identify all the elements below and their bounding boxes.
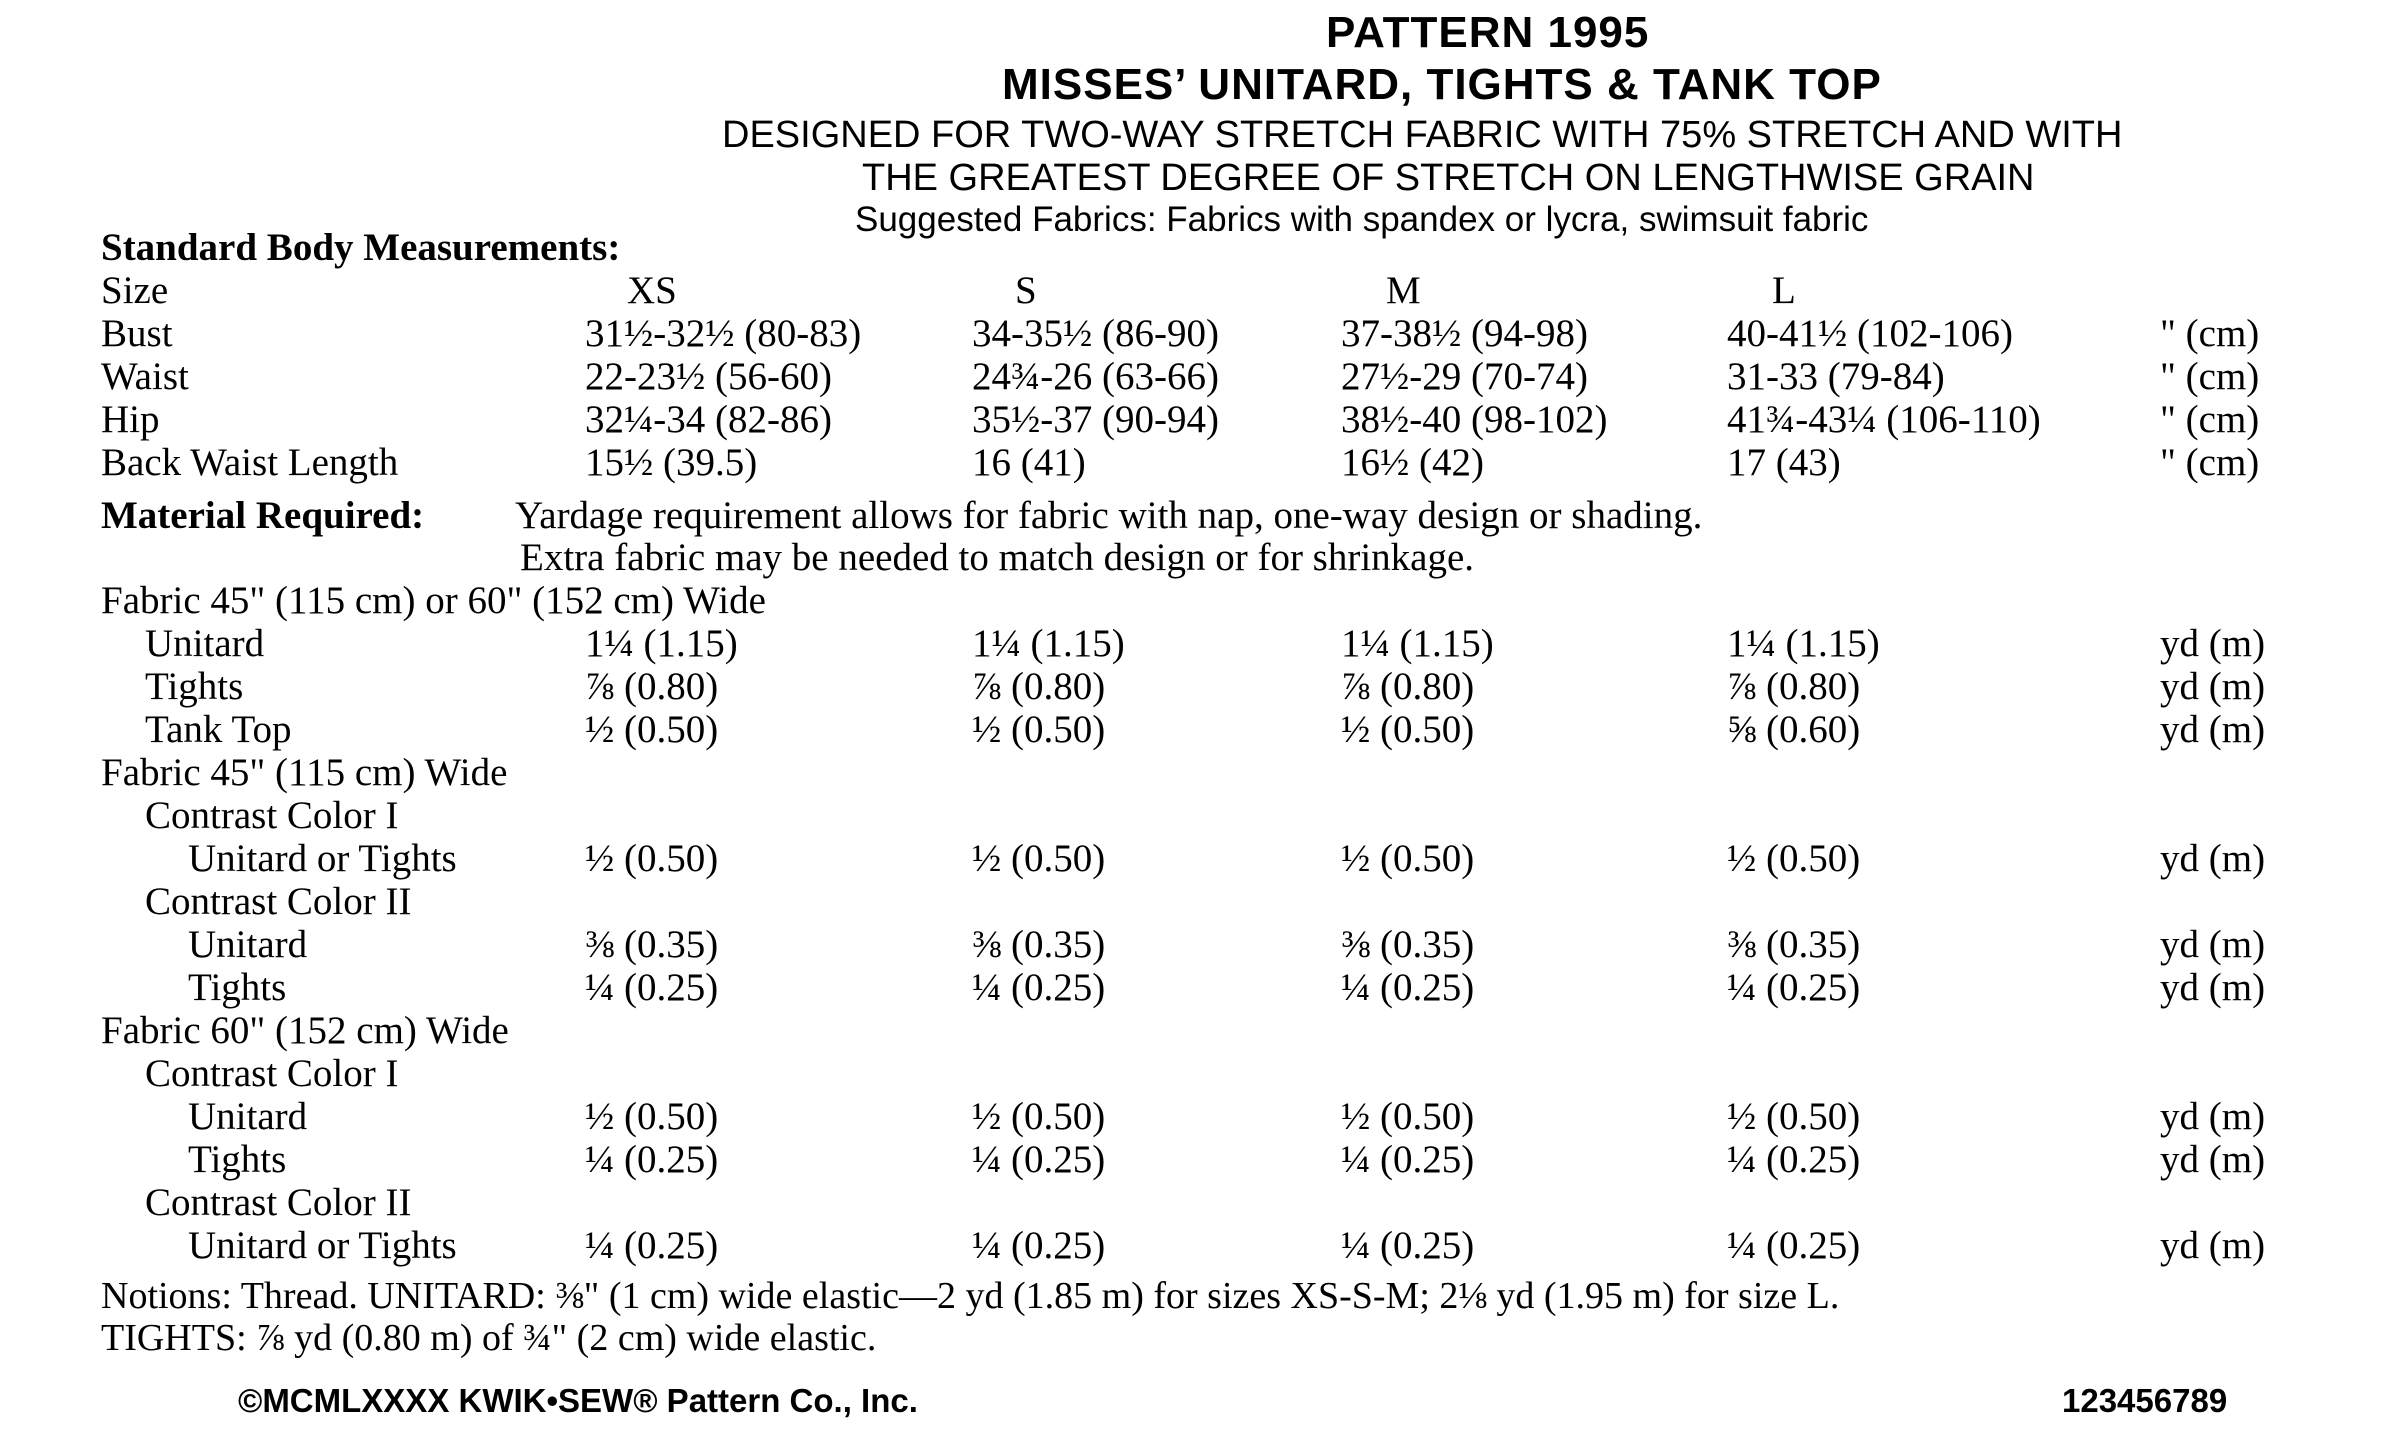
value-xs: 22-23½ (56-60) bbox=[585, 355, 832, 398]
fabric-45-contrast-2-heading: Contrast Color II bbox=[145, 880, 412, 923]
unit: yd (m) bbox=[2160, 1224, 2266, 1267]
value-m: ½ (0.50) bbox=[1341, 1095, 1475, 1138]
row-label: Tights bbox=[145, 665, 244, 708]
row-label: Tank Top bbox=[145, 708, 292, 751]
row-label: Waist bbox=[101, 355, 189, 398]
yardage-row-tights bbox=[0, 965, 2392, 1007]
value-l: ⅜ (0.35) bbox=[1727, 923, 1861, 966]
size-header-row bbox=[0, 268, 2392, 310]
row-label: Tights bbox=[188, 966, 287, 1009]
pattern-number: PATTERN 1995 bbox=[1326, 8, 1650, 57]
pattern-title: MISSES’ UNITARD, TIGHTS & TANK TOP bbox=[1002, 60, 1882, 109]
size-label: Size bbox=[101, 269, 169, 312]
value-s: 24¾-26 (63-66) bbox=[972, 355, 1219, 398]
size-m: M bbox=[1386, 269, 1421, 312]
value-l: ½ (0.50) bbox=[1727, 1095, 1861, 1138]
unit: yd (m) bbox=[2160, 837, 2266, 880]
row-label: Unitard bbox=[188, 923, 308, 966]
suggested-fabrics: Suggested Fabrics: Fabrics with spandex or lycra, swimsuit fabric bbox=[855, 200, 1869, 239]
unit: yd (m) bbox=[2160, 1095, 2266, 1138]
body-measurements-heading: Standard Body Measurements: bbox=[101, 226, 621, 269]
value-xs: 15½ (39.5) bbox=[585, 441, 758, 484]
measurement-row-waist bbox=[0, 354, 2392, 396]
value-m: ⅜ (0.35) bbox=[1341, 923, 1475, 966]
yardage-row-unitard bbox=[0, 621, 2392, 663]
value-m: ½ (0.50) bbox=[1341, 708, 1475, 751]
value-l: 40-41½ (102-106) bbox=[1727, 312, 2013, 355]
yardage-row-unitard-or-tights bbox=[0, 836, 2392, 878]
value-s: ½ (0.50) bbox=[972, 837, 1106, 880]
measurement-row-bust bbox=[0, 311, 2392, 353]
row-label: Unitard or Tights bbox=[188, 1224, 457, 1267]
value-m: ¼ (0.25) bbox=[1341, 1138, 1475, 1181]
value-m: 16½ (42) bbox=[1341, 441, 1484, 484]
unit: " (cm) bbox=[2160, 398, 2260, 441]
fabric-45-60-heading: Fabric 45" (115 cm) or 60" (152 cm) Wide bbox=[101, 579, 766, 622]
value-l: ¼ (0.25) bbox=[1727, 1224, 1861, 1267]
row-label: Tights bbox=[188, 1138, 287, 1181]
fabric-60-heading: Fabric 60" (152 cm) Wide bbox=[101, 1009, 509, 1052]
value-m: 27½-29 (70-74) bbox=[1341, 355, 1588, 398]
value-xs: ⅜ (0.35) bbox=[585, 923, 719, 966]
row-label: Unitard or Tights bbox=[188, 837, 457, 880]
row-label: Back Waist Length bbox=[101, 441, 399, 484]
unit: yd (m) bbox=[2160, 665, 2266, 708]
row-label: Bust bbox=[101, 312, 173, 355]
value-s: ¼ (0.25) bbox=[972, 1138, 1106, 1181]
yardage-row-tank-top bbox=[0, 707, 2392, 749]
value-m: ½ (0.50) bbox=[1341, 837, 1475, 880]
value-l: ½ (0.50) bbox=[1727, 837, 1861, 880]
value-m: 1¼ (1.15) bbox=[1341, 622, 1494, 665]
size-l: L bbox=[1772, 269, 1796, 312]
value-l: 31-33 (79-84) bbox=[1727, 355, 1945, 398]
value-s: 1¼ (1.15) bbox=[972, 622, 1125, 665]
value-xs: ½ (0.50) bbox=[585, 708, 719, 751]
value-s: ¼ (0.25) bbox=[972, 1224, 1106, 1267]
material-required-heading: Material Required: bbox=[101, 494, 425, 537]
size-xs: XS bbox=[627, 269, 677, 312]
material-note-line-1: Yardage requirement allows for fabric with nap, one-way design or shading. bbox=[515, 494, 1703, 537]
value-l: 1¼ (1.15) bbox=[1727, 622, 1880, 665]
value-s: ½ (0.50) bbox=[972, 1095, 1106, 1138]
fabric-60-contrast-2-heading: Contrast Color II bbox=[145, 1181, 412, 1224]
unit: " (cm) bbox=[2160, 441, 2260, 484]
value-s: ½ (0.50) bbox=[972, 708, 1106, 751]
value-xs: ¼ (0.25) bbox=[585, 1224, 719, 1267]
value-m: ¼ (0.25) bbox=[1341, 966, 1475, 1009]
row-label: Unitard bbox=[188, 1095, 308, 1138]
row-label: Unitard bbox=[145, 622, 265, 665]
measurement-row-back-waist-length bbox=[0, 440, 2392, 482]
notions-line-1: Notions: Thread. UNITARD: ⅜" (1 cm) wide elastic—2 yd (1.85 m) for sizes XS-S-M; 2⅛ yd (1.95 m) for size L. bbox=[101, 1275, 1840, 1317]
yardage-row-tights bbox=[0, 1137, 2392, 1179]
value-xs: 31½-32½ (80-83) bbox=[585, 312, 862, 355]
measurement-row-hip bbox=[0, 397, 2392, 439]
fabric-45-contrast-1-heading: Contrast Color I bbox=[145, 794, 399, 837]
copyright-notice: ©MCMLXXXX KWIK•SEW® Pattern Co., Inc. bbox=[238, 1382, 918, 1419]
unit: yd (m) bbox=[2160, 1138, 2266, 1181]
value-l: ¼ (0.25) bbox=[1727, 1138, 1861, 1181]
value-xs: ½ (0.50) bbox=[585, 1095, 719, 1138]
unit: yd (m) bbox=[2160, 966, 2266, 1009]
value-l: ¼ (0.25) bbox=[1727, 966, 1861, 1009]
value-l: 17 (43) bbox=[1727, 441, 1841, 484]
fabric-60-contrast-1-heading: Contrast Color I bbox=[145, 1052, 399, 1095]
value-l: ⅞ (0.80) bbox=[1727, 665, 1861, 708]
value-l: 41¾-43¼ (106-110) bbox=[1727, 398, 2041, 441]
yardage-row-unitard bbox=[0, 1094, 2392, 1136]
notions-line-2: TIGHTS: ⅞ yd (0.80 m) of ¾" (2 cm) wide elastic. bbox=[101, 1317, 877, 1359]
value-s: 34-35½ (86-90) bbox=[972, 312, 1219, 355]
value-m: ¼ (0.25) bbox=[1341, 1224, 1475, 1267]
value-xs: ⅞ (0.80) bbox=[585, 665, 719, 708]
unit: yd (m) bbox=[2160, 622, 2266, 665]
value-s: ¼ (0.25) bbox=[972, 966, 1106, 1009]
value-xs: ¼ (0.25) bbox=[585, 1138, 719, 1181]
value-xs: ½ (0.50) bbox=[585, 837, 719, 880]
unit: yd (m) bbox=[2160, 708, 2266, 751]
material-note-line-2: Extra fabric may be needed to match design or for shrinkage. bbox=[520, 536, 1475, 579]
size-s: S bbox=[1015, 269, 1037, 312]
value-xs: 32¼-34 (82-86) bbox=[585, 398, 832, 441]
value-s: ⅜ (0.35) bbox=[972, 923, 1106, 966]
unit: " (cm) bbox=[2160, 355, 2260, 398]
value-xs: 1¼ (1.15) bbox=[585, 622, 738, 665]
value-m: 38½-40 (98-102) bbox=[1341, 398, 1608, 441]
yardage-row-unitard-or-tights bbox=[0, 1223, 2392, 1265]
unit: yd (m) bbox=[2160, 923, 2266, 966]
row-label: Hip bbox=[101, 398, 160, 441]
yardage-row-unitard bbox=[0, 922, 2392, 964]
yardage-row-tights bbox=[0, 664, 2392, 706]
value-s: 16 (41) bbox=[972, 441, 1086, 484]
value-l: ⅝ (0.60) bbox=[1727, 708, 1861, 751]
design-note-line-1: DESIGNED FOR TWO-WAY STRETCH FABRIC WITH 75% STRETCH AND WITH bbox=[722, 114, 2123, 156]
value-m: 37-38½ (94-98) bbox=[1341, 312, 1588, 355]
value-s: 35½-37 (90-94) bbox=[972, 398, 1219, 441]
value-s: ⅞ (0.80) bbox=[972, 665, 1106, 708]
value-xs: ¼ (0.25) bbox=[585, 966, 719, 1009]
fabric-45-heading: Fabric 45" (115 cm) Wide bbox=[101, 751, 508, 794]
value-m: ⅞ (0.80) bbox=[1341, 665, 1475, 708]
print-code: 123456789 bbox=[2062, 1382, 2228, 1419]
unit: " (cm) bbox=[2160, 312, 2260, 355]
design-note-line-2: THE GREATEST DEGREE OF STRETCH ON LENGTHWISE GRAIN bbox=[862, 157, 2035, 199]
